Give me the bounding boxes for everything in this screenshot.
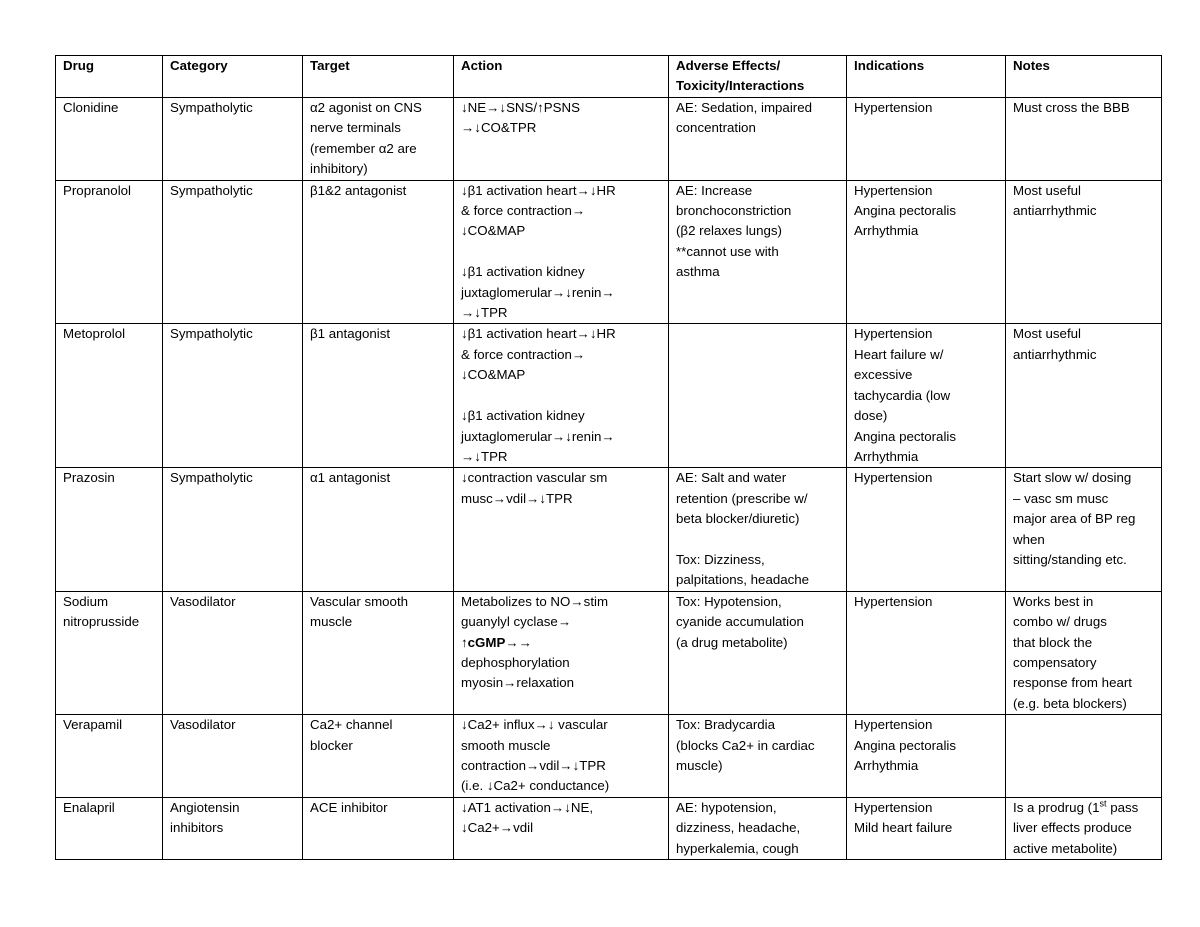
cell-notes: [1006, 797, 1162, 859]
cell-action: ↓β1 activation heart→↓HR & force contraction→ ↓CO&MAP ↓β1 activation kidney juxtaglomerular→↓renin→ →↓TPR: [454, 324, 669, 468]
header-notes: Notes: [1006, 56, 1162, 98]
table-row: [56, 98, 1162, 181]
notes-text-pre: Is a prodrug (1: [1013, 799, 1100, 815]
cell-notes: Start slow w/ dosing – vasc sm musc major area of BP reg when sitting/standing etc.: [1006, 468, 1162, 591]
table-row: [56, 324, 1162, 468]
cell-notes: Works best in combo w/ drugs that block the compensatory response from heart (e.g. beta blockers): [1006, 591, 1162, 714]
cell-target: α1 antagonist: [303, 468, 454, 591]
header-indications: Indications: [847, 56, 1006, 98]
cell-drug: Enalapril: [56, 797, 163, 859]
cell-category: Vasodilator: [163, 715, 303, 798]
cell-notes: Most useful antiarrhythmic: [1006, 324, 1162, 468]
header-row: [56, 56, 1162, 98]
cell-indications: Hypertension: [847, 98, 1006, 181]
cell-indications: Hypertension: [847, 468, 1006, 591]
table-row: [56, 591, 1162, 714]
cell-target: ACE inhibitor: [303, 797, 454, 859]
table-row: [56, 797, 1162, 859]
cell-target: β1 antagonist: [303, 324, 454, 468]
cell-indications: Hypertension Angina pectoralis Arrhythmia: [847, 715, 1006, 798]
cell-target: β1&2 antagonist: [303, 180, 454, 324]
cell-adverse-effects: Tox: Bradycardia (blocks Ca2+ in cardiac muscle): [669, 715, 847, 798]
cell-adverse-effects: [669, 324, 847, 468]
cell-drug: Prazosin: [56, 468, 163, 591]
cell-adverse-effects: AE: hypotension, dizziness, headache, hyperkalemia, cough: [669, 797, 847, 859]
header-adverse-effects: Adverse Effects/ Toxicity/Interactions: [669, 56, 847, 98]
action-text-post: →→ dephosphorylation myosin→relaxation: [461, 634, 575, 691]
table-row: [56, 468, 1162, 591]
cell-action: ↓β1 activation heart→↓HR & force contraction→ ↓CO&MAP ↓β1 activation kidney juxtaglomerular→↓renin→ →↓TPR: [454, 180, 669, 324]
cell-adverse-effects: AE: Sedation, impaired concentration: [669, 98, 847, 181]
cell-category: Vasodilator: [163, 591, 303, 714]
cell-notes: [1006, 715, 1162, 798]
notes-text-post: pass liver effects produce active metabolite): [1013, 799, 1139, 856]
cell-target: α2 agonist on CNS nerve terminals (remember α2 are inhibitory): [303, 98, 454, 181]
action-text-pre: Metabolizes to NO→stim guanylyl cyclase→: [461, 593, 609, 630]
header-category: Category: [163, 56, 303, 98]
cell-action: ↓NE→↓SNS/↑PSNS →↓CO&TPR: [454, 98, 669, 181]
cell-target: Ca2+ channel blocker: [303, 715, 454, 798]
cell-adverse-effects: AE: Salt and water retention (prescribe w/ beta blocker/diuretic) Tox: Dizziness, palpitations, headache: [669, 468, 847, 591]
cell-adverse-effects: AE: Increase bronchoconstriction (β2 relaxes lungs) **cannot use with asthma: [669, 180, 847, 324]
drug-table: [55, 55, 1162, 860]
cell-action: ↓contraction vascular sm musc→vdil→↓TPR: [454, 468, 669, 591]
header-drug: Drug: [56, 56, 163, 98]
cell-drug: Propranolol: [56, 180, 163, 324]
header-action: Action: [454, 56, 669, 98]
cell-notes: Must cross the BBB: [1006, 98, 1162, 181]
cell-action: [454, 591, 669, 714]
table-row: [56, 715, 1162, 798]
cell-notes: Most useful antiarrhythmic: [1006, 180, 1162, 324]
cell-category: Angiotensin inhibitors: [163, 797, 303, 859]
cell-category: Sympatholytic: [163, 468, 303, 591]
cell-action: ↓Ca2+ influx→↓ vascular smooth muscle contraction→vdil→↓TPR (i.e. ↓Ca2+ conductance): [454, 715, 669, 798]
table-row: [56, 180, 1162, 324]
cell-indications: Hypertension Heart failure w/ excessive tachycardia (low dose) Angina pectoralis Arrhythmia: [847, 324, 1006, 468]
cell-target: Vascular smooth muscle: [303, 591, 454, 714]
cell-indications: Hypertension Angina pectoralis Arrhythmia: [847, 180, 1006, 324]
header-target: Target: [303, 56, 454, 98]
notes-superscript: st: [1099, 798, 1107, 809]
cell-indications: Hypertension Mild heart failure: [847, 797, 1006, 859]
cell-category: Sympatholytic: [163, 180, 303, 324]
action-text-bold: ↑cGMP: [461, 634, 506, 650]
cell-category: Sympatholytic: [163, 324, 303, 468]
cell-adverse-effects: Tox: Hypotension, cyanide accumulation (a drug metabolite): [669, 591, 847, 714]
cell-drug: Clonidine: [56, 98, 163, 181]
cell-indications: Hypertension: [847, 591, 1006, 714]
cell-drug: Verapamil: [56, 715, 163, 798]
cell-drug: Sodium nitroprusside: [56, 591, 163, 714]
cell-drug: Metoprolol: [56, 324, 163, 468]
cell-category: Sympatholytic: [163, 98, 303, 181]
cell-action: ↓AT1 activation→↓NE, ↓Ca2+→vdil: [454, 797, 669, 859]
